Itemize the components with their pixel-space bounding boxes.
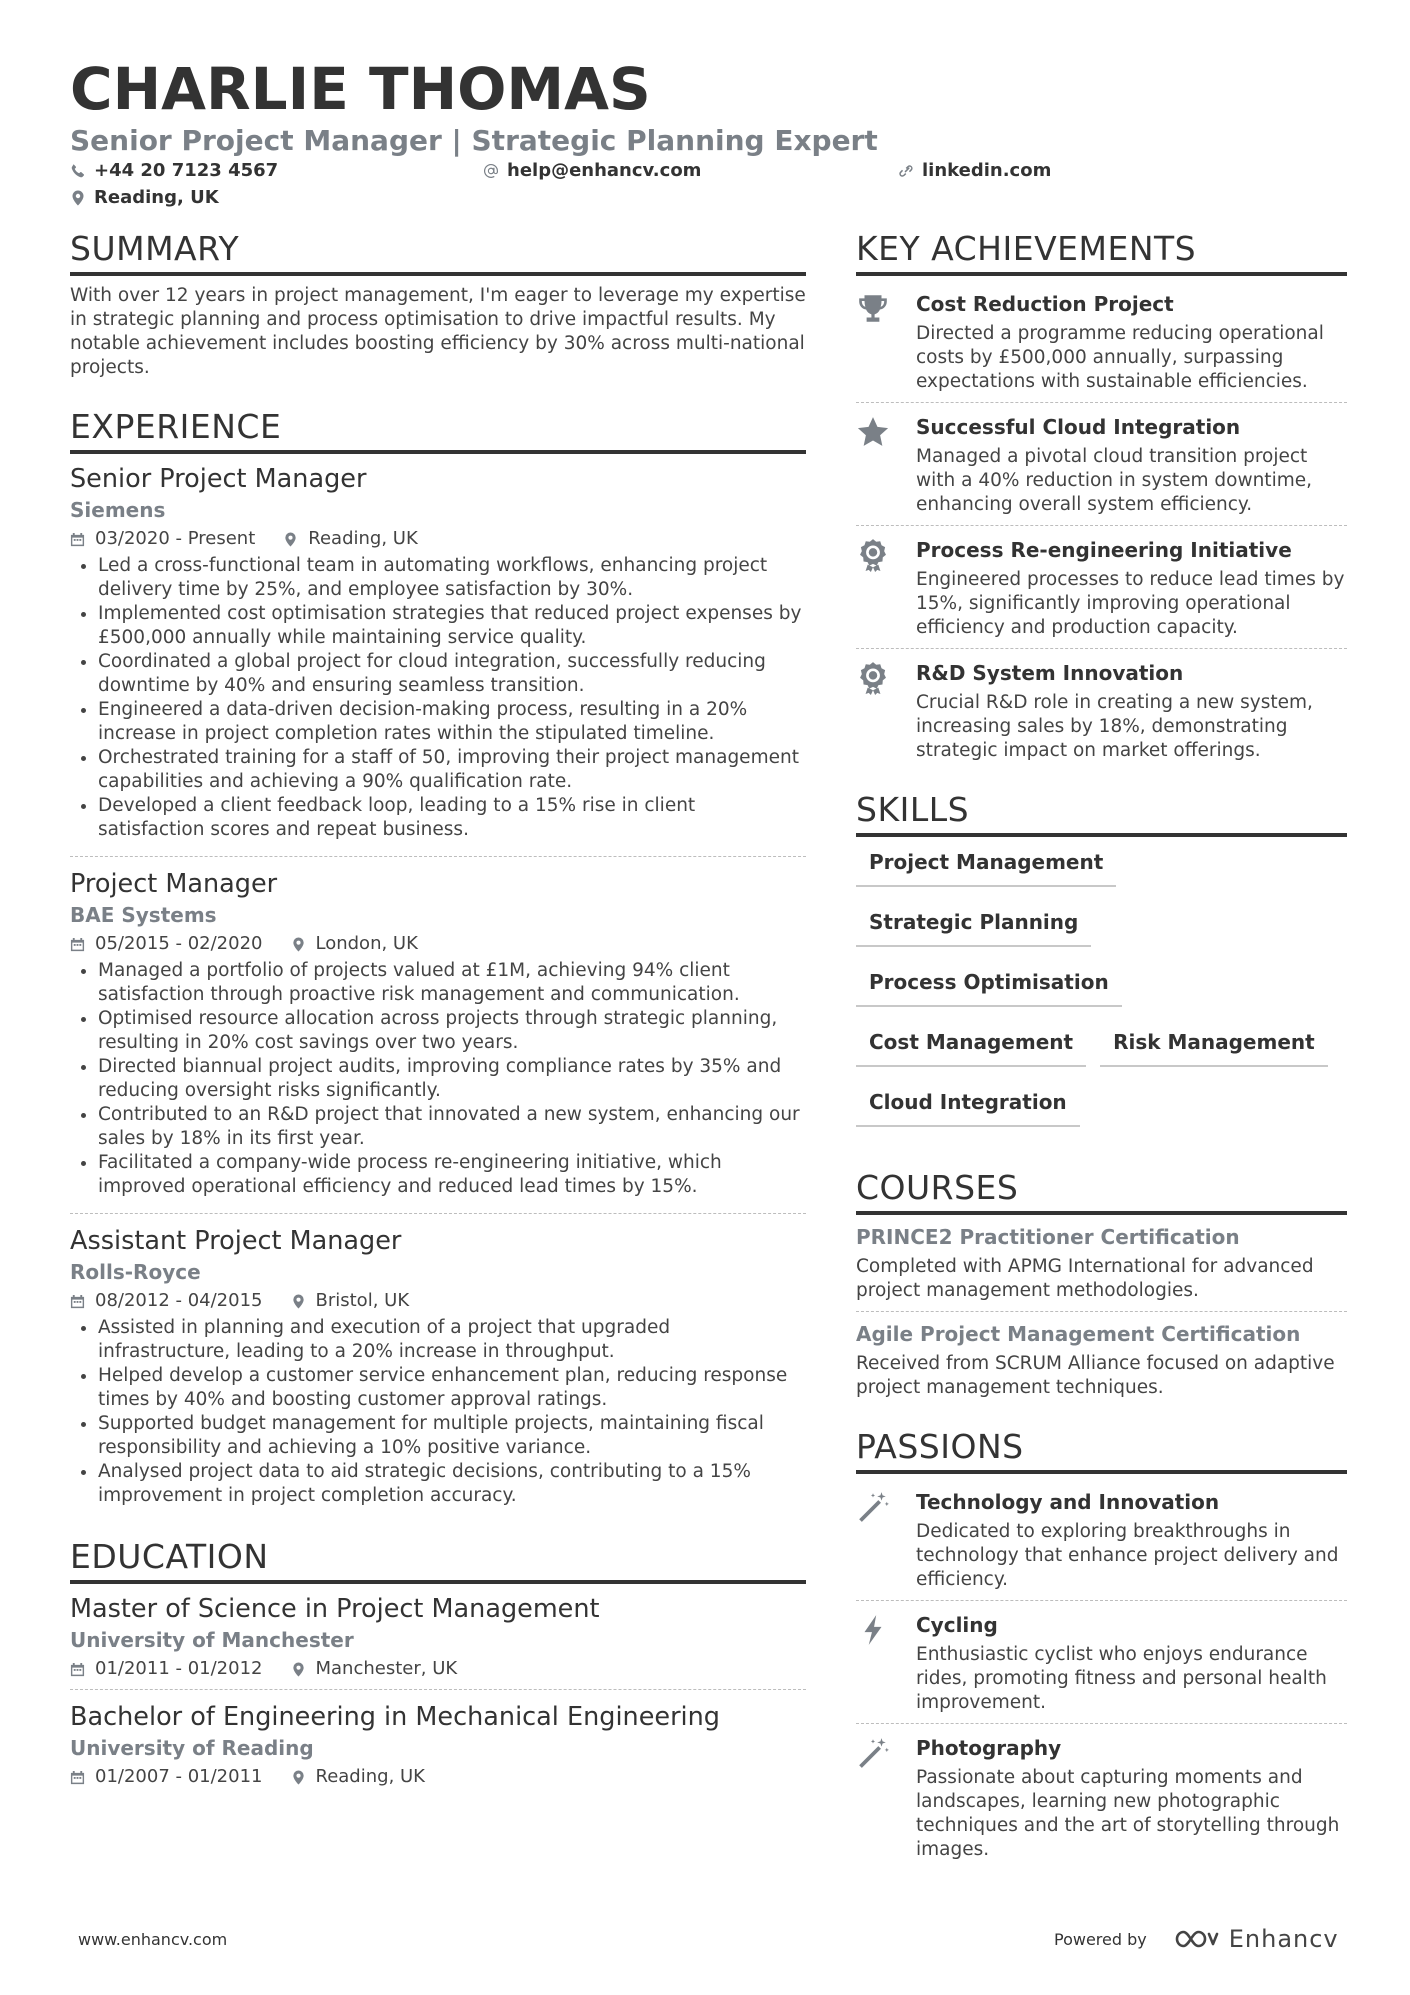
experience-entry [70, 867, 806, 1205]
course-item [856, 1223, 1347, 1303]
job-meta [70, 932, 806, 956]
degree-title: Bachelor of Engineering in Mechanical Engineering [70, 1702, 720, 1732]
left-column [70, 228, 806, 1789]
bullet-item: • Assisted in planning and execution of a project that upgraded infrastructure, leading to a 20% increase in throughput. [98, 1316, 806, 1364]
contact-linkedin[interactable] [898, 159, 1051, 183]
skill-tag: Strategic Planning [856, 905, 1091, 947]
section-title-passions: PASSIONS [856, 1427, 1024, 1466]
magic-wand-icon [856, 1490, 890, 1524]
passion-title: Photography [916, 1736, 1062, 1760]
courses-section [856, 1167, 1347, 1400]
job-bullets [70, 554, 806, 842]
section-divider [856, 272, 1347, 276]
star-icon [856, 415, 890, 449]
calendar-icon [70, 1662, 85, 1677]
contact-phone [70, 159, 278, 183]
passion-desc: Enthusiastic cyclist who enjoys endurance rides, promoting fitness and personal health improvement. [916, 1644, 1327, 1713]
job-title: Senior Project Manager [70, 464, 367, 494]
location-pin-icon [283, 532, 298, 547]
entry-divider [70, 1689, 806, 1690]
powered-by-text: Powered by [1054, 1929, 1147, 1949]
section-divider [70, 272, 806, 276]
passion-title: Cycling [916, 1613, 998, 1637]
company-name: BAE Systems [70, 903, 217, 927]
calendar-icon [70, 532, 85, 547]
bullet-item: • Supported budget management for multiple projects, maintaining fiscal responsibility and achieving a 10% positive variance. [98, 1412, 806, 1460]
footer-powered-by [1054, 1925, 1339, 1953]
section-divider [70, 450, 806, 454]
passion-desc: Dedicated to exploring breakthroughs in technology that enhance project delivery and efficiency. [916, 1521, 1339, 1590]
company-name: Rolls-Royce [70, 1260, 201, 1284]
location-pin-icon [291, 1662, 306, 1677]
job-title: Project Manager [70, 869, 278, 899]
summary-text: With over 12 years in project management, I'm eager to leverage my expertise in strategic planning and process optimisation to drive impactful results. My notable achievement includes boosting efficiency by 30% across multi-national projects. [70, 285, 806, 378]
linkedin-text[interactable]: linkedin.com [922, 160, 1052, 181]
section-title-key-achievements: KEY ACHIEVEMENTS [856, 229, 1197, 268]
course-item [856, 1320, 1347, 1400]
achievement-desc: Managed a pivotal cloud transition project with a 40% reduction in system downtime, enhancing overall system efficiency. [916, 446, 1312, 515]
section-divider [856, 833, 1347, 837]
enhancv-logo-icon [1173, 1926, 1219, 1952]
location-pin-icon [291, 937, 306, 952]
phone-icon [70, 163, 86, 179]
bullet-item: • Engineered a data-driven decision-making process, resulting in a 20% increase in project completion rates within the stipulated timeline. [98, 698, 806, 746]
experience-section [70, 406, 806, 1514]
achievement-item [856, 530, 1347, 644]
achievement-desc: Engineered processes to reduce lead times by 15%, significantly improving operational efficiency and production capacity. [916, 569, 1345, 638]
bullet-item: • Directed biannual project audits, improving compliance rates by 35% and reducing oversight risks significantly. [98, 1055, 806, 1103]
skill-tag: Project Management [856, 845, 1116, 887]
course-title: Agile Project Management Certification [856, 1322, 1301, 1346]
location-pin-icon [291, 1770, 306, 1785]
achievement-title: Process Re-engineering Initiative [916, 538, 1292, 562]
entry-divider [856, 1723, 1347, 1724]
entry-divider [856, 648, 1347, 649]
passion-item [856, 1605, 1347, 1719]
education-dates: 01/2011 - 01/2012 [70, 1657, 263, 1681]
section-divider [856, 1470, 1347, 1474]
achievement-item [856, 284, 1347, 398]
education-entry [70, 1700, 806, 1789]
bullet-item: • Managed a portfolio of projects valued at £1M, achieving 94% client satisfaction through proactive risk management and communication. [98, 959, 806, 1007]
school-name: University of Manchester [70, 1628, 354, 1652]
job-meta [70, 1289, 806, 1313]
job-bullets [70, 959, 806, 1199]
achievement-desc: Directed a programme reducing operational costs by £500,000 annually, surpassing expectations with sustainable efficiencies. [916, 323, 1324, 392]
bullet-item: • Optimised resource allocation across projects through strategic planning, resulting in 20% cost savings over two years. [98, 1007, 806, 1055]
course-title: PRINCE2 Practitioner Certification [856, 1225, 1240, 1249]
contact-email[interactable] [483, 159, 701, 183]
section-title-experience: EXPERIENCE [70, 407, 282, 446]
experience-entry [70, 1224, 806, 1514]
entry-divider [856, 1600, 1347, 1601]
experience-entry [70, 462, 806, 848]
education-location: Reading, UK [291, 1765, 426, 1789]
phone-text: +44 20 7123 4567 [94, 160, 279, 181]
medal-icon [856, 538, 890, 572]
skills-list [856, 845, 1347, 1145]
job-location: Reading, UK [283, 527, 418, 551]
bullet-item: • Orchestrated training for a staff of 50, improving their project management capabilities and achieving a 90% qualification rate. [98, 746, 806, 794]
degree-title: Master of Science in Project Management [70, 1594, 600, 1624]
skill-tag: Process Optimisation [856, 965, 1122, 1007]
section-divider [70, 1580, 806, 1584]
location-pin-icon [291, 1294, 306, 1309]
location-pin-icon [70, 190, 86, 206]
achievement-title: Cost Reduction Project [916, 292, 1174, 316]
skills-section [856, 789, 1347, 1145]
education-location: Manchester, UK [291, 1657, 458, 1681]
education-section [70, 1536, 806, 1789]
skill-tag: Cloud Integration [856, 1085, 1080, 1127]
job-location: Bristol, UK [291, 1289, 410, 1313]
job-dates: 08/2012 - 04/2015 [70, 1289, 263, 1313]
achievements-section [856, 228, 1347, 767]
school-name: University of Reading [70, 1736, 314, 1760]
achievement-title: Successful Cloud Integration [916, 415, 1241, 439]
skill-tag: Risk Management [1100, 1025, 1328, 1067]
section-title-summary: SUMMARY [70, 229, 240, 268]
education-entry [70, 1592, 806, 1681]
bullet-item: • Developed a client feedback loop, leading to a 15% rise in client satisfaction scores and repeat business. [98, 794, 806, 842]
trophy-icon [856, 292, 890, 326]
calendar-icon [70, 937, 85, 952]
job-title: Assistant Project Manager [70, 1226, 402, 1256]
passion-item [856, 1482, 1347, 1596]
education-dates: 01/2007 - 01/2011 [70, 1765, 263, 1789]
entry-divider [856, 402, 1347, 403]
candidate-name: CHARLIE THOMAS [70, 55, 651, 123]
entry-divider [856, 525, 1347, 526]
brand-name: Enhancv [1228, 1925, 1339, 1953]
summary-section [70, 228, 806, 380]
section-title-courses: COURSES [856, 1168, 1019, 1207]
achievement-item [856, 407, 1347, 521]
right-column [856, 228, 1347, 1866]
section-title-education: EDUCATION [70, 1537, 269, 1576]
job-dates: 05/2015 - 02/2020 [70, 932, 263, 956]
bullet-item: • Facilitated a company-wide process re-engineering initiative, which improved operational efficiency and reduced lead times by 15%. [98, 1151, 806, 1199]
course-desc: Received from SCRUM Alliance focused on adaptive project management techniques. [856, 1353, 1335, 1398]
job-dates: 03/2020 - Present [70, 527, 255, 551]
link-icon [898, 163, 914, 179]
calendar-icon [70, 1770, 85, 1785]
bullet-item: • Led a cross-functional team in automating workflows, enhancing project delivery time by 25%, and employee satisfaction by 30%. [98, 554, 806, 602]
bullet-item: • Implemented cost optimisation strategies that reduced project expenses by £500,000 annually while maintaining service quality. [98, 602, 806, 650]
location-text: Reading, UK [94, 187, 219, 208]
achievement-item [856, 653, 1347, 767]
bullet-item: • Analysed project data to aid strategic decisions, contributing to a 15% improvement in project completion accuracy. [98, 1460, 806, 1508]
section-title-skills: SKILLS [856, 790, 970, 829]
entry-divider [856, 1311, 1347, 1312]
contact-location [70, 186, 219, 210]
bullet-item: • Helped develop a customer service enhancement plan, reducing response times by 40% and boosting customer approval ratings. [98, 1364, 806, 1412]
medal-icon [856, 661, 890, 695]
enhancv-logo[interactable] [1173, 1925, 1339, 1953]
magic-wand-icon [856, 1736, 890, 1770]
company-name: Siemens [70, 498, 166, 522]
passions-section [856, 1426, 1347, 1866]
entry-divider [70, 1213, 806, 1214]
entry-divider [70, 856, 806, 857]
achievement-desc: Crucial R&D role in creating a new system, increasing sales by 18%, demonstrating strategic impact on market offerings. [916, 692, 1313, 761]
lightning-bolt-icon [856, 1613, 890, 1647]
calendar-icon [70, 1294, 85, 1309]
job-location: London, UK [291, 932, 418, 956]
passion-item [856, 1728, 1347, 1866]
candidate-subtitle: Senior Project Manager | Strategic Planning Expert [70, 124, 878, 157]
section-divider [856, 1211, 1347, 1215]
achievement-title: R&D System Innovation [916, 661, 1184, 685]
bullet-item: • Contributed to an R&D project that innovated a new system, enhancing our sales by 18% in its first year. [98, 1103, 806, 1151]
job-meta [70, 527, 806, 551]
at-icon [483, 163, 499, 179]
education-meta [70, 1765, 806, 1789]
bullet-item: • Coordinated a global project for cloud integration, successfully reducing downtime by 40% and ensuring seamless transition. [98, 650, 806, 698]
education-meta [70, 1657, 806, 1681]
skill-tag: Cost Management [856, 1025, 1086, 1067]
footer-website-link[interactable]: www.enhancv.com [78, 1930, 228, 1949]
passion-desc: Passionate about capturing moments and landscapes, learning new photographic techniques and the art of storytelling through images. [916, 1767, 1340, 1860]
course-desc: Completed with APMG International for advanced project management methodologies. [856, 1256, 1314, 1301]
email-text[interactable]: help@enhancv.com [507, 160, 702, 181]
passion-title: Technology and Innovation [916, 1490, 1220, 1514]
job-bullets [70, 1316, 806, 1508]
